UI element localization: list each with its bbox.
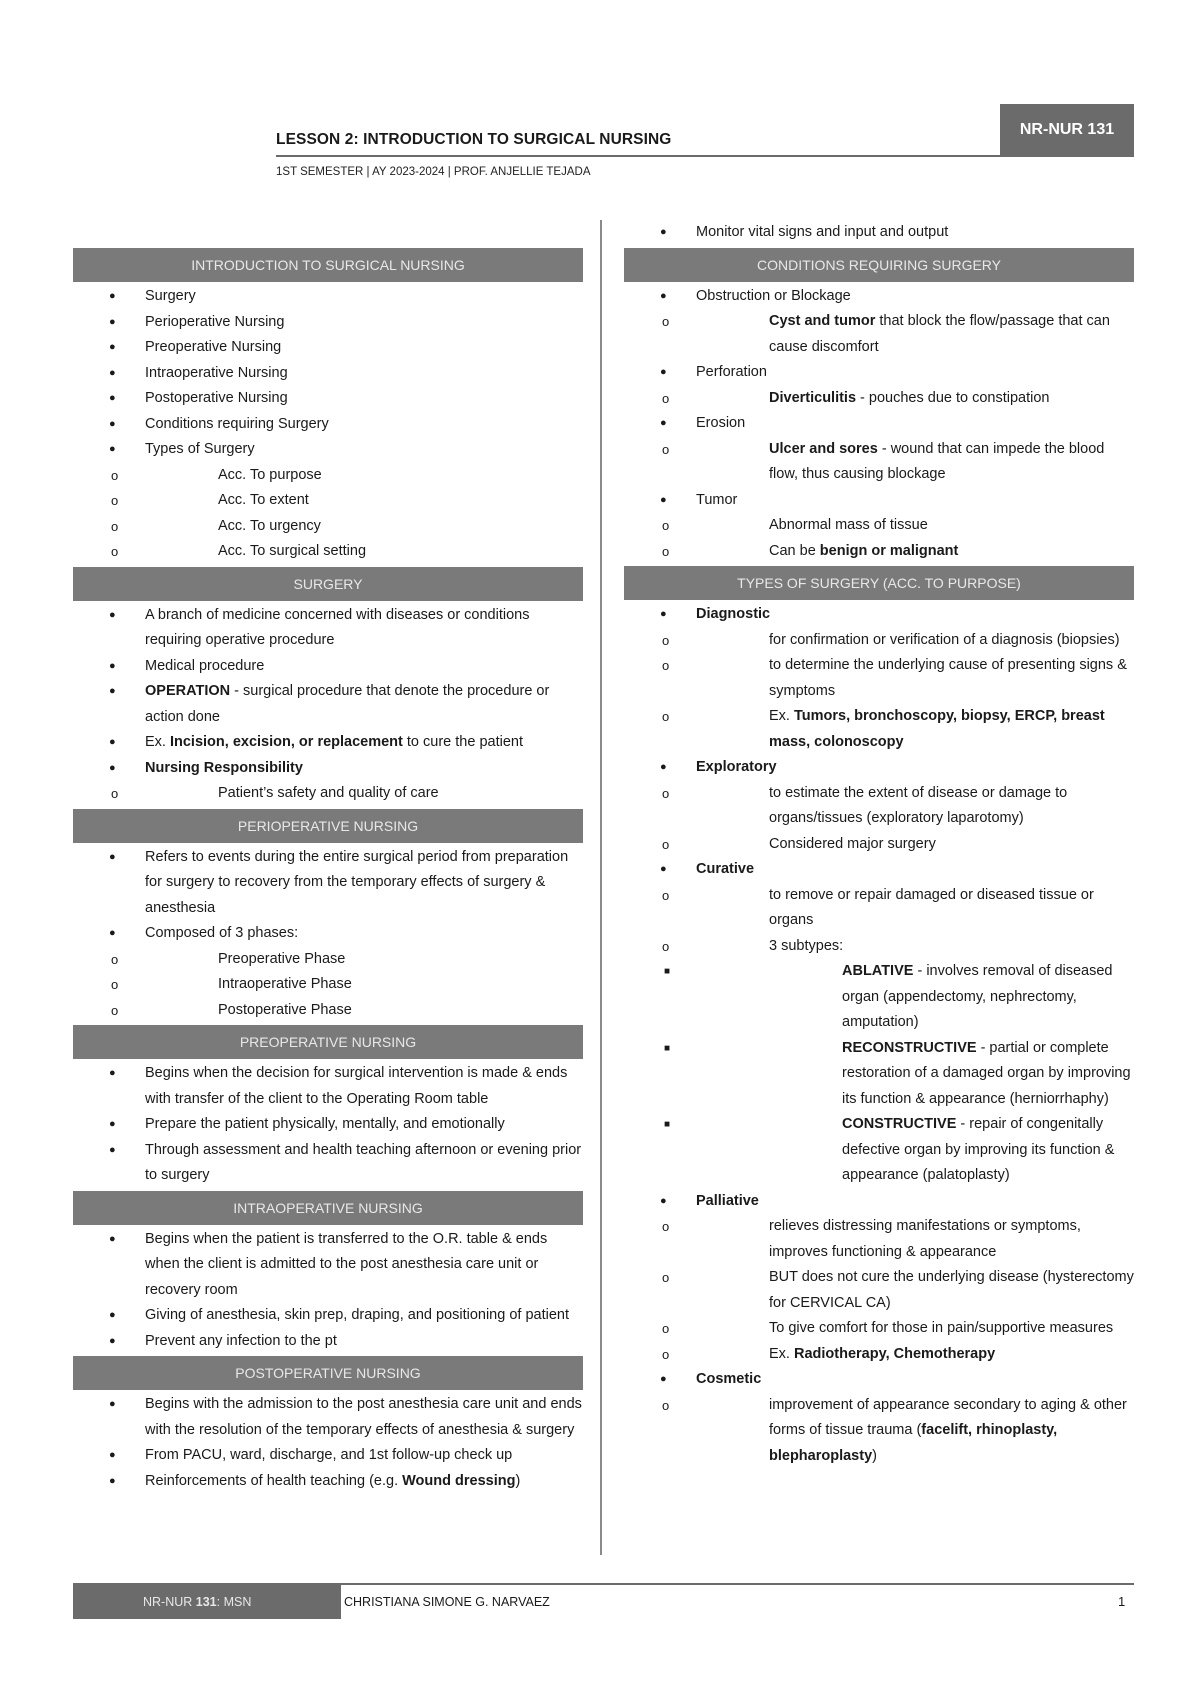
list-item xyxy=(624,857,1134,1189)
list-item xyxy=(624,602,1134,755)
list-item-text: to cure the patient xyxy=(402,734,523,750)
sub-list-text: Acc. To extent xyxy=(218,492,309,508)
footer-course-number: 131 xyxy=(195,1595,217,1609)
list-item: ● Prepare the patient physically, mentally, and emotionally xyxy=(73,1112,583,1138)
bold-term: Incision, excision, or replacement xyxy=(169,734,403,750)
left-column xyxy=(73,246,583,1494)
bold-term: Diverticulitis xyxy=(769,389,857,406)
sub-list-text: 3 subtypes: xyxy=(769,937,844,954)
sub-list xyxy=(624,386,1134,412)
list-item: ● Medical procedure xyxy=(73,654,583,680)
sub-list-item xyxy=(624,1214,1134,1265)
list-item: ● Refers to events during the entire surgical period from preparation for surgery to recovery from the temporary effects of surgery & anesthesia xyxy=(73,845,583,922)
sub-list-item xyxy=(624,934,1134,1189)
sub-list-text: Patient’s safety and quality of care xyxy=(218,785,439,801)
list-item xyxy=(73,921,583,1023)
list-item xyxy=(624,360,1134,411)
footer-course xyxy=(73,1585,341,1619)
bold-term: Wound dressing xyxy=(402,1472,516,1489)
section-heading-preoperative: PREOPERATIVE NURSING xyxy=(73,1025,583,1059)
sub-list-item xyxy=(624,628,1134,654)
list-item-text: Types of Surgery xyxy=(145,441,255,457)
sub-sub-list-text: - partial or complete restoration of a damaged organ by improving its function & appearance (herniorrhaphy) xyxy=(842,1039,1131,1107)
sub-list-text: Ex. xyxy=(769,708,794,724)
section-heading-conditions: CONDITIONS REQUIRING SURGERY xyxy=(624,248,1134,282)
header-divider xyxy=(276,155,1134,157)
section-heading-surgery: SURGERY xyxy=(73,567,583,601)
sub-list-item xyxy=(73,488,583,514)
list-item: ● Through assessment and health teaching afternoon or evening prior to surgery xyxy=(73,1138,583,1189)
bold-term: Exploratory xyxy=(696,759,777,775)
list-item xyxy=(624,284,1134,361)
sub-list-item xyxy=(624,1393,1134,1470)
bold-term: Radiotherapy, Chemotherapy xyxy=(793,1345,996,1362)
sub-list-text: - wound that can impede the blood flow, thus causing blockage xyxy=(769,440,1105,482)
footer-course-text: : MSN xyxy=(216,1595,252,1609)
sub-list-item xyxy=(624,513,1134,539)
sub-list-item xyxy=(624,539,1134,565)
list-item xyxy=(624,755,1134,857)
sub-list-item xyxy=(73,998,583,1024)
sub-list-text: BUT does not cure the underlying disease (hysterectomy for CERVICAL CA) xyxy=(769,1269,1134,1311)
list-item: ● Monitor vital signs and input and output xyxy=(624,220,1134,246)
sub-sub-list-item xyxy=(624,959,1134,1036)
preoperative-list xyxy=(73,1061,583,1189)
section-heading-types: TYPES OF SURGERY (ACC. TO PURPOSE) xyxy=(624,566,1134,600)
sub-list-text: Abnormal mass of tissue xyxy=(769,517,928,533)
sub-list-text: that block the flow/passage that can cause discomfort xyxy=(769,313,1110,355)
sub-list-item xyxy=(73,972,583,998)
sub-list xyxy=(624,1393,1134,1470)
sub-list xyxy=(624,513,1134,564)
sub-list-item xyxy=(73,539,583,565)
list-item xyxy=(73,437,583,565)
sub-list xyxy=(73,781,583,807)
sub-list-text: to determine the underlying cause of presenting signs & symptoms xyxy=(769,657,1127,699)
sub-list-text: to estimate the extent of disease or damage to organs/tissues (exploratory laparotomy) xyxy=(769,784,1068,826)
list-item: ● Perioperative Nursing xyxy=(73,310,583,336)
sub-list-text: Acc. To purpose xyxy=(218,466,322,483)
sub-sub-list-text: - repair of congenitally defective organ by improving its function & appearance (palatoplasty) xyxy=(842,1116,1115,1183)
intraoperative-list xyxy=(73,1227,583,1355)
surgery-list xyxy=(73,603,583,807)
section-heading-intraoperative: INTRAOPERATIVE NURSING xyxy=(73,1191,583,1225)
sub-list xyxy=(73,463,583,565)
bold-term: ABLATIVE xyxy=(842,963,914,979)
sub-list-text: Considered major surgery xyxy=(769,835,936,852)
list-item: ● Surgery xyxy=(73,284,583,310)
sub-list-item xyxy=(73,781,583,807)
column-divider xyxy=(600,220,602,1555)
sub-list-item xyxy=(624,437,1134,488)
conditions-list xyxy=(624,284,1134,565)
list-item: ● From PACU, ward, discharge, and 1st follow-up check up xyxy=(73,1443,583,1469)
list-item: ● Begins when the decision for surgical intervention is made & ends with transfer of the client to the Operating Room table xyxy=(73,1061,583,1112)
section-heading-postoperative: POSTOPERATIVE NURSING xyxy=(73,1356,583,1390)
sub-list-item xyxy=(624,832,1134,858)
sub-list xyxy=(624,883,1134,1189)
list-item: ● Begins with the admission to the post anesthesia care unit and ends with the resolution of the temporary effects of anesthesia & surgery xyxy=(73,1392,583,1443)
sub-list-text: improvement of appearance secondary to aging & other forms of tissue trauma ( xyxy=(769,1396,1127,1438)
sub-list-text: Acc. To surgical setting xyxy=(218,543,367,559)
types-list xyxy=(624,602,1134,1469)
page-number: 1 xyxy=(1118,1594,1126,1609)
list-item: ● Begins when the patient is transferred to the O.R. table & ends when the client is admitted to the post anesthesia care unit or recovery room xyxy=(73,1227,583,1304)
sub-list-text: - pouches due to constipation xyxy=(856,389,1050,406)
sub-list xyxy=(73,947,583,1024)
sub-list xyxy=(624,309,1134,360)
list-item-text: Obstruction or Blockage xyxy=(696,287,851,304)
sub-list xyxy=(624,628,1134,756)
list-item: ● Postoperative Nursing xyxy=(73,386,583,412)
course-badge: NR-NUR 131 xyxy=(1000,104,1134,156)
list-item xyxy=(624,488,1134,565)
list-item: ● Prevent any infection to the pt xyxy=(73,1329,583,1355)
sub-list-text: To give comfort for those in pain/supportive measures xyxy=(769,1320,1114,1336)
list-item-text: Ex. xyxy=(145,734,170,750)
sub-list-item xyxy=(624,653,1134,704)
bold-term: Ulcer and sores xyxy=(769,440,878,457)
list-item: ● Giving of anesthesia, skin prep, draping, and positioning of patient xyxy=(73,1303,583,1329)
list-item xyxy=(624,1367,1134,1469)
list-item-text: Composed of 3 phases: xyxy=(145,925,299,941)
sub-list-item xyxy=(73,947,583,973)
sub-list xyxy=(624,781,1134,858)
bold-term: facelift, rhinoplasty, blepharoplasty xyxy=(769,1422,1058,1464)
sub-sub-list-text: - involves removal of diseased organ (appendectomy, nephrectomy, amputation) xyxy=(842,963,1113,1030)
sub-list-item xyxy=(624,1316,1134,1342)
page-subtitle: 1ST SEMESTER | AY 2023-2024 | PROF. ANJELLIE TEJADA xyxy=(276,166,591,178)
bold-term: benign or malignant xyxy=(819,542,959,559)
list-item-text: Erosion xyxy=(696,415,746,431)
bold-term: CONSTRUCTIVE xyxy=(842,1116,957,1132)
sub-list-item xyxy=(73,514,583,540)
list-item: ● Intraoperative Nursing xyxy=(73,361,583,387)
section-heading-intro: INTRODUCTION TO SURGICAL NURSING xyxy=(73,248,583,282)
sub-list-item xyxy=(624,1265,1134,1316)
bold-term: Palliative xyxy=(696,1192,759,1209)
sub-sub-list-item xyxy=(624,1036,1134,1113)
intro-list xyxy=(73,284,583,565)
sub-list-item xyxy=(73,463,583,489)
postoperative-list xyxy=(73,1392,583,1494)
sub-list-text: relieves distressing manifestations or symptoms, improves functioning & appearance xyxy=(769,1218,1081,1260)
list-item-text: ) xyxy=(515,1472,521,1489)
sub-list-item xyxy=(624,386,1134,412)
list-item-text: Tumor xyxy=(696,491,738,508)
sub-list-item xyxy=(624,704,1134,755)
bold-term: Tumors, bronchoscopy, biopsy, ERCP, breast mass, colonoscopy xyxy=(769,708,1105,750)
sub-list-text: Preoperative Phase xyxy=(218,950,346,967)
sub-list-item xyxy=(624,781,1134,832)
bold-term: Diagnostic xyxy=(696,606,771,622)
list-item: ● Conditions requiring Surgery xyxy=(73,412,583,438)
section-heading-perioperative: PERIOPERATIVE NURSING xyxy=(73,809,583,843)
sub-list-item xyxy=(624,1342,1134,1368)
sub-list-text: to remove or repair damaged or diseased tissue or organs xyxy=(769,886,1094,928)
list-item: ● A branch of medicine concerned with diseases or conditions requiring operative procedure xyxy=(73,603,583,654)
list-item-text: Reinforcements of health teaching (e.g. xyxy=(145,1472,403,1489)
sub-list-text: Postoperative Phase xyxy=(218,1001,352,1018)
list-item xyxy=(73,1469,583,1495)
sub-list-text: Acc. To urgency xyxy=(218,517,321,534)
bold-term: Cyst and tumor xyxy=(769,313,876,329)
list-item xyxy=(73,679,583,730)
footer-course-text: NR-NUR xyxy=(143,1595,196,1609)
sub-list-text: ) xyxy=(872,1447,877,1464)
list-item xyxy=(624,411,1134,488)
bold-term: Cosmetic xyxy=(696,1371,762,1387)
sub-list-text: for confirmation or verification of a diagnosis (biopsies) xyxy=(769,631,1120,648)
list-item xyxy=(73,730,583,756)
bold-term: RECONSTRUCTIVE xyxy=(842,1039,977,1056)
sub-list-item xyxy=(624,309,1134,360)
sub-list xyxy=(624,437,1134,488)
footer-author: CHRISTIANA SIMONE G. NARVAEZ xyxy=(344,1595,550,1609)
list-item xyxy=(624,1189,1134,1368)
sub-list-text: Ex. xyxy=(769,1345,794,1362)
sub-list xyxy=(624,1214,1134,1367)
sub-sub-list-item xyxy=(624,1112,1134,1189)
list-item xyxy=(73,756,583,807)
bold-term: Curative xyxy=(696,861,755,877)
right-column xyxy=(624,220,1134,1469)
page-title: LESSON 2: INTRODUCTION TO SURGICAL NURSING xyxy=(276,131,672,148)
perioperative-list xyxy=(73,845,583,1024)
sub-list-text: Intraoperative Phase xyxy=(218,976,352,992)
bold-term: Nursing Responsibility xyxy=(145,759,303,776)
monitor-list xyxy=(624,220,1134,246)
sub-list-item xyxy=(624,883,1134,934)
list-item-text: Perforation xyxy=(696,364,767,380)
list-item: ● Preoperative Nursing xyxy=(73,335,583,361)
sub-sub-list xyxy=(624,959,1134,1189)
bold-term: OPERATION xyxy=(145,683,231,699)
sub-list-text: Can be xyxy=(769,542,820,559)
list-item-text: - surgical procedure that denote the procedure or action done xyxy=(145,683,550,725)
